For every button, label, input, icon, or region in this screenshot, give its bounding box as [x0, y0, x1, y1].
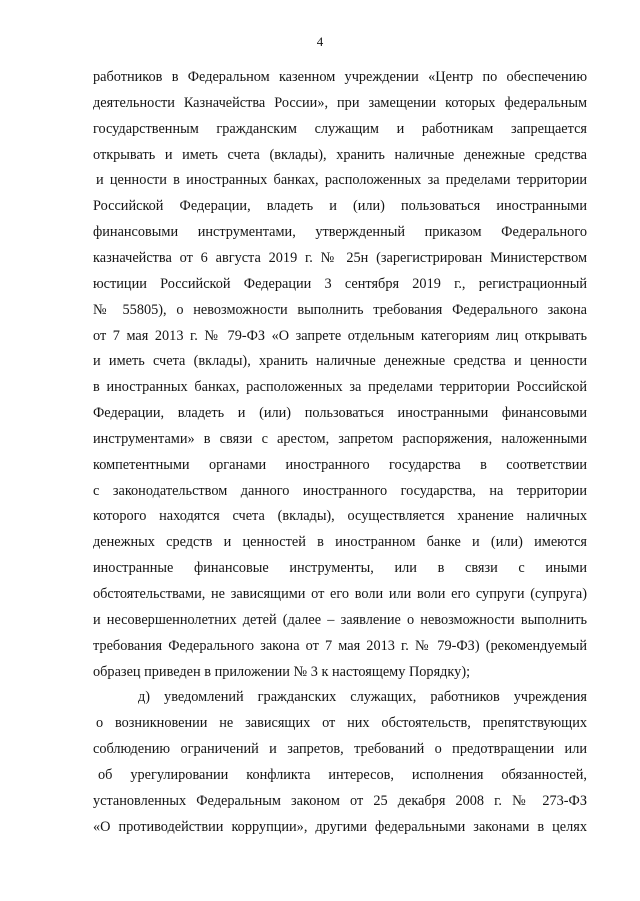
text-line: денежных средств и ценностей в иностранном банке и (или) имеются	[93, 534, 587, 550]
text-line: и иметь счета (вклады), хранить наличные денежные средства и ценности	[93, 353, 587, 369]
text-line: об урегулировании конфликта интересов, исполнения обязанностей,	[98, 767, 587, 783]
text-line: работников в Федеральном казенном учреждении «Центр по обеспечению	[93, 69, 587, 85]
text-line: финансовыми инструментами, утвержденный приказом Федерального	[93, 224, 587, 240]
text-line: юстиции Российской Федерации 3 сентября 2019 г., регистрационный	[93, 276, 587, 292]
text-line: установленных Федеральным законом от 25 декабря 2008 г. № 273-ФЗ	[93, 793, 587, 809]
text-line: требования Федерального закона от 7 мая 2013 г. № 79-ФЗ) (рекомендуемый	[93, 638, 587, 654]
text-line: иностранные финансовые инструменты, или в связи с иными	[93, 560, 587, 576]
text-line: в иностранных банках, расположенных за пределами территории Российской	[93, 379, 587, 395]
text-line: соблюдению ограничений и запретов, требований о предотвращении или	[93, 741, 587, 757]
text-line: деятельности Казначейства России», при замещении которых федеральным	[93, 95, 587, 111]
text-line: государственным гражданским служащим и работникам запрещается	[93, 121, 587, 137]
text-line: обстоятельствами, не зависящими от его воли или воли его супруги (супруга)	[93, 586, 587, 602]
text-line: и несовершеннолетних детей (далее – заявление о невозможности выполнить	[93, 612, 587, 628]
text-line: компетентными органами иностранного государства в соответствии	[93, 457, 587, 473]
text-line: которого находятся счета (вклады), осуществляется хранение наличных	[93, 508, 587, 524]
text-line: д) уведомлений гражданских служащих, работников учреждения	[138, 689, 587, 705]
text-line: открывать и иметь счета (вклады), хранить наличные денежные средства	[93, 147, 587, 163]
text-line: Федерации, владеть и (или) пользоваться иностранными финансовыми	[93, 405, 587, 421]
page-number: 4	[316, 34, 324, 49]
text-line: инструментами» в связи с арестом, запретом распоряжения, наложенными	[93, 431, 587, 447]
text-line: № 55805), о невозможности выполнить требования Федерального закона	[93, 302, 587, 318]
text-line: от 7 мая 2013 г. № 79-ФЗ «О запрете отдельным категориям лиц открывать	[93, 328, 587, 344]
text-line: Российской Федерации, владеть и (или) пользоваться иностранными	[93, 198, 587, 214]
text-line: казначейства от 6 августа 2019 г. № 25н (зарегистрирован Министерством	[93, 250, 587, 266]
text-line: с законодательством данного иностранного государства, на территории	[93, 483, 587, 499]
text-line: образец приведен в приложении № 3 к настоящему Порядку);	[93, 664, 471, 680]
text-line: о возникновении не зависящих от них обстоятельств, препятствующих	[96, 715, 587, 731]
text-line: «О противодействии коррупции», другими федеральными законами в целях	[93, 819, 587, 835]
text-line: и ценности в иностранных банках, расположенных за пределами территории	[96, 172, 587, 188]
